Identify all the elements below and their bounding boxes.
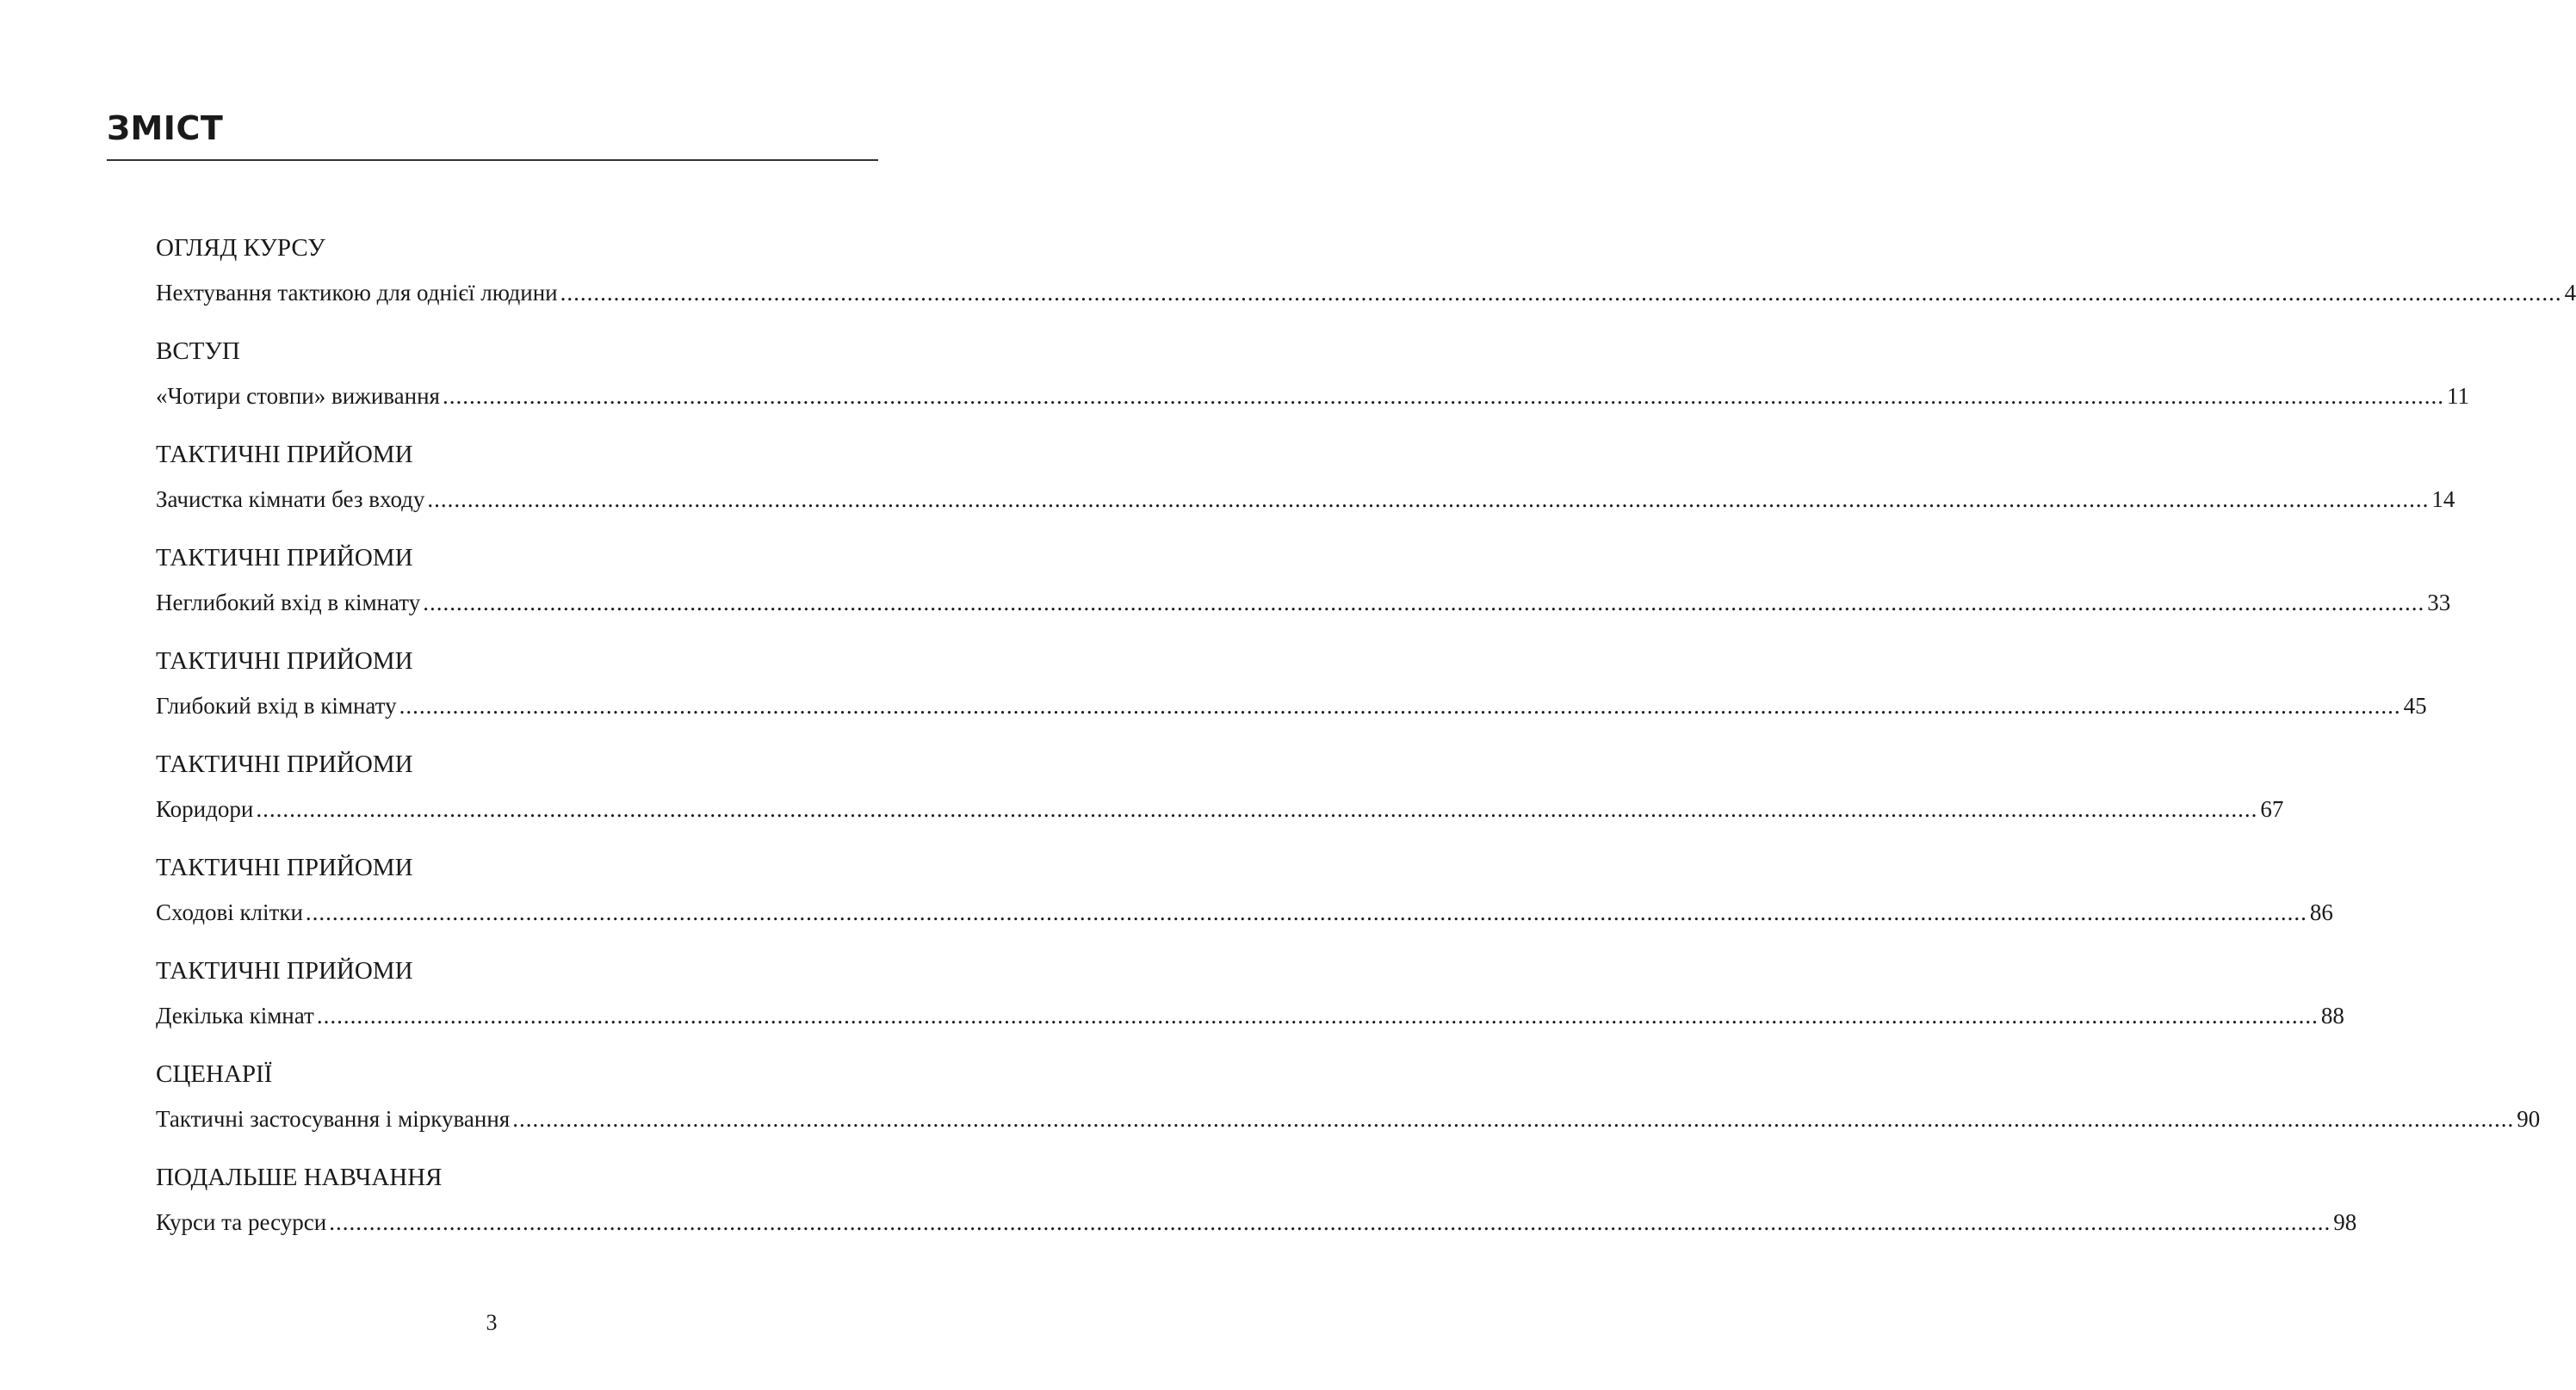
dot-leader: ............................................................................................................................................................................................................................................................................................................: [329, 1209, 2331, 1235]
section-label: ОГЛЯД КУРСУ: [156, 234, 325, 262]
toc-link[interactable]: [156, 1000, 2344, 1035]
section-label: ВСТУП: [156, 337, 240, 365]
section-label: ТАКТИЧНІ ПРИЙОМИ: [156, 647, 413, 675]
dot-leader: ............................................................................................................................................................................................................................................................................................................: [256, 796, 2258, 822]
table-of-contents: [156, 232, 2576, 1265]
toc-entry: [156, 336, 2469, 439]
entry-page-number: 11: [2446, 383, 2469, 409]
entry-page-number: 88: [2320, 1003, 2344, 1029]
toc-link[interactable]: [156, 277, 2576, 312]
entry-title: Коридори: [156, 796, 254, 822]
toc-link[interactable]: [156, 587, 2451, 621]
entry-title: Тактичні застосування і міркування: [156, 1106, 511, 1132]
toc-link[interactable]: [156, 1103, 2541, 1138]
entry-title: Зачистка кімнати без входу: [156, 486, 425, 512]
section-label: ТАКТИЧНІ ПРИЙОМИ: [156, 751, 413, 778]
section-label: ТАКТИЧНІ ПРИЙОМИ: [156, 854, 413, 881]
page-title: ЗМІСТ: [107, 109, 224, 147]
entry-title: Неглибокий вхід в кімнату: [156, 590, 421, 615]
dot-leader: ............................................................................................................................................................................................................................................................................................................: [423, 590, 2425, 615]
entry-page-number: 33: [2427, 590, 2451, 615]
entry-title: Сходові клітки: [156, 899, 303, 925]
entry-page-number: 86: [2309, 899, 2333, 925]
toc-link[interactable]: [156, 794, 2284, 828]
toc-entry: [156, 1059, 2541, 1162]
toc-link[interactable]: [156, 1207, 2357, 1241]
section-label: СЦЕНАРІЇ: [156, 1060, 273, 1088]
dot-leader: ............................................................................................................................................................................................................................................................................................................: [399, 693, 2401, 719]
section-label: ТАКТИЧНІ ПРИЙОМИ: [156, 441, 413, 468]
entry-page-number: 14: [2431, 486, 2455, 512]
entry-title: Курси та ресурси: [156, 1209, 327, 1235]
entry-title: Декілька кімнат: [156, 1003, 314, 1029]
dot-leader: ............................................................................................................................................................................................................................................................................................................: [427, 486, 2430, 512]
page-number: 3: [486, 1310, 498, 1335]
entry-title: Нехтування тактикою для однієї людини: [156, 280, 558, 306]
toc-entry: [156, 1162, 2357, 1265]
entry-title: Глибокий вхід в кімнату: [156, 693, 397, 719]
entry-page-number: 4: [2564, 280, 2576, 306]
toc-entry: [156, 852, 2333, 955]
toc-link[interactable]: [156, 484, 2455, 518]
entry-page-number: 90: [2517, 1106, 2541, 1132]
entry-page-number: 98: [2333, 1209, 2357, 1235]
title-divider: [107, 159, 878, 161]
section-label: ТАКТИЧНІ ПРИЙОМИ: [156, 957, 413, 985]
entry-page-number: 67: [2260, 796, 2284, 822]
section-label: ТАКТИЧНІ ПРИЙОМИ: [156, 544, 413, 571]
toc-entry: [156, 232, 2576, 336]
toc-entry: [156, 542, 2451, 646]
toc-link[interactable]: [156, 897, 2333, 931]
toc-entry: [156, 749, 2284, 852]
dot-leader: ............................................................................................................................................................................................................................................................................................................: [442, 383, 2444, 409]
toc-entry: [156, 646, 2427, 749]
dot-leader: ............................................................................................................................................................................................................................................................................................................: [512, 1106, 2515, 1132]
entry-page-number: 45: [2403, 693, 2427, 719]
section-label: ПОДАЛЬШЕ НАВЧАННЯ: [156, 1164, 443, 1191]
dot-leader: ............................................................................................................................................................................................................................................................................................................: [316, 1003, 2319, 1029]
toc-entry: [156, 439, 2455, 542]
toc-link[interactable]: [156, 690, 2427, 725]
dot-leader: ............................................................................................................................................................................................................................................................................................................: [305, 899, 2307, 925]
toc-link[interactable]: [156, 380, 2469, 415]
entry-title: «Чотири стовпи» виживання: [156, 383, 440, 409]
dot-leader: ............................................................................................................................................................................................................................................................................................................: [560, 280, 2562, 306]
toc-entry: [156, 955, 2344, 1059]
